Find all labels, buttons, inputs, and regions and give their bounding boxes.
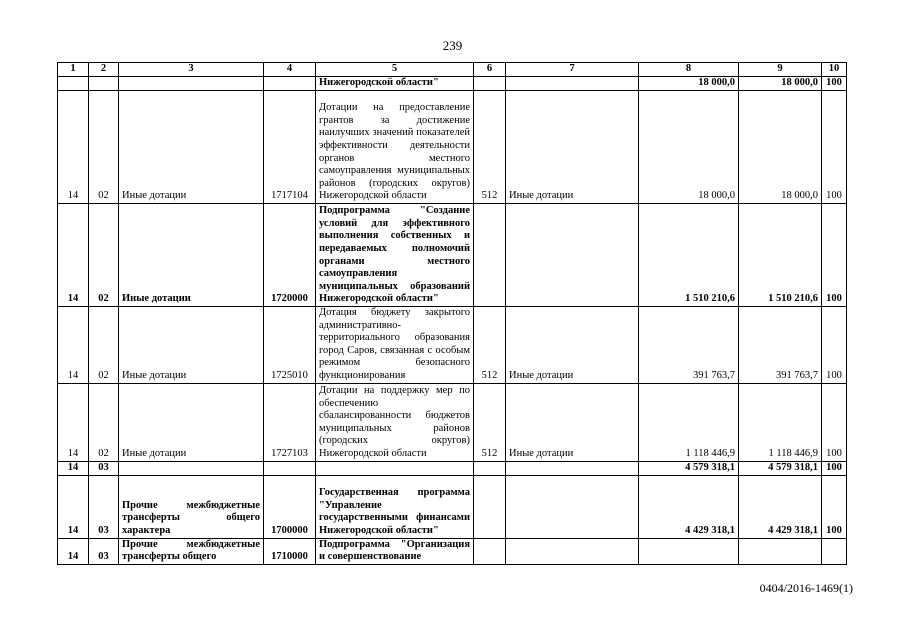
column-header: 6: [474, 63, 506, 77]
cell-expense-type: 512: [474, 307, 506, 384]
cell-section: 14: [58, 475, 89, 538]
cell-subsection: 02: [89, 383, 119, 461]
cell-subsection: 02: [89, 204, 119, 307]
cell-section: 14: [58, 307, 89, 384]
cell-amount-actual: 4 429 318,1: [739, 475, 822, 538]
header-row: [58, 63, 847, 77]
cell-section: 14: [58, 383, 89, 461]
cell-section: 14: [58, 461, 89, 475]
budget-table: [57, 62, 847, 565]
cell-target-code: 1727103: [264, 383, 316, 461]
column-header: 9: [739, 63, 822, 77]
cell-expense-type-name: Иные дотации: [506, 383, 639, 461]
cell-target-name: Подпрограмма "Организация и совершенствование: [316, 538, 474, 564]
cell-target-name: Государственная программа "Управление государственными финансами Нижегородской области": [316, 475, 474, 538]
column-header: 10: [822, 63, 847, 77]
table-row: [58, 475, 847, 538]
cell-target-name: Дотации на предоставление грантов за достижение наилучших значений показателей эффективности деятельности органов местного самоуправления муниципальных районов (городских округов) Нижегородской области: [316, 91, 474, 204]
cell-percent: 100: [822, 475, 847, 538]
cell-subsection: [89, 77, 119, 91]
cell-expense-type-name: [506, 204, 639, 307]
column-header: 4: [264, 63, 316, 77]
cell-subsection: 02: [89, 91, 119, 204]
cell-percent: 100: [822, 204, 847, 307]
cell-expense-type: 512: [474, 383, 506, 461]
cell-amount-plan: 391 763,7: [639, 307, 739, 384]
cell-amount-plan: 4 429 318,1: [639, 475, 739, 538]
cell-subsection: 03: [89, 538, 119, 564]
cell-amount-actual: 391 763,7: [739, 307, 822, 384]
table-row: [58, 91, 847, 204]
cell-target-name: [316, 461, 474, 475]
cell-section: [58, 77, 89, 91]
cell-target-name: Нижегородской области": [316, 77, 474, 91]
table-row: [58, 461, 847, 475]
cell-percent: 100: [822, 461, 847, 475]
cell-percent: 100: [822, 77, 847, 91]
table-row: [58, 383, 847, 461]
cell-target-code: 1710000: [264, 538, 316, 564]
cell-target-code: [264, 77, 316, 91]
cell-expense-type-name: [506, 461, 639, 475]
cell-percent: 100: [822, 383, 847, 461]
table-row: [58, 307, 847, 384]
cell-subsection-name: Иные дотации: [119, 307, 264, 384]
cell-amount-actual: 1 510 210,6: [739, 204, 822, 307]
cell-amount-plan: 18 000,0: [639, 91, 739, 204]
cell-subsection-name: Иные дотации: [119, 383, 264, 461]
cell-expense-type-name: [506, 538, 639, 564]
cell-target-code: 1717104: [264, 91, 316, 204]
cell-target-name: Подпрограмма "Создание условий для эффективного выполнения собственных и передаваемых полномочий органами местного самоуправления муниципальных образований Нижегородской области": [316, 204, 474, 307]
cell-amount-actual: [739, 538, 822, 564]
cell-section: 14: [58, 204, 89, 307]
cell-subsection: 03: [89, 475, 119, 538]
cell-target-code: [264, 461, 316, 475]
cell-amount-plan: 4 579 318,1: [639, 461, 739, 475]
cell-amount-actual: 4 579 318,1: [739, 461, 822, 475]
cell-amount-plan: 1 118 446,9: [639, 383, 739, 461]
page-number: 239: [442, 38, 463, 53]
cell-subsection-name: Иные дотации: [119, 204, 264, 307]
column-header: 2: [89, 63, 119, 77]
cell-subsection: 03: [89, 461, 119, 475]
document-code: 0404/2016-1469(1): [759, 581, 853, 595]
cell-expense-type-name: [506, 77, 639, 91]
cell-subsection-name: [119, 461, 264, 475]
cell-subsection-name: Прочие межбюджетные трансферты общего: [119, 538, 264, 564]
table-row: [58, 538, 847, 564]
cell-amount-plan: [639, 538, 739, 564]
cell-amount-actual: 18 000,0: [739, 77, 822, 91]
column-header: 5: [316, 63, 474, 77]
table-row: [58, 204, 847, 307]
table-row: [58, 77, 847, 91]
cell-expense-type: [474, 461, 506, 475]
cell-target-name: Дотация бюджету закрытого административно-территориального образования город Саров, связанная с особым режимом безопасного функционирования: [316, 307, 474, 384]
cell-target-code: 1725010: [264, 307, 316, 384]
cell-amount-actual: 18 000,0: [739, 91, 822, 204]
cell-percent: 100: [822, 307, 847, 384]
cell-expense-type: [474, 204, 506, 307]
cell-amount-plan: 18 000,0: [639, 77, 739, 91]
cell-expense-type: [474, 475, 506, 538]
cell-expense-type-name: Иные дотации: [506, 307, 639, 384]
cell-subsection-name: Прочие межбюджетные трансферты общего характера: [119, 475, 264, 538]
column-header: 8: [639, 63, 739, 77]
cell-target-name: Дотации на поддержку мер по обеспечению сбалансированности бюджетов муниципальных районов (городских округов) Нижегородской области: [316, 383, 474, 461]
cell-amount-plan: 1 510 210,6: [639, 204, 739, 307]
cell-expense-type-name: [506, 475, 639, 538]
cell-expense-type: [474, 77, 506, 91]
cell-expense-type: 512: [474, 91, 506, 204]
cell-subsection-name: Иные дотации: [119, 91, 264, 204]
cell-amount-actual: 1 118 446,9: [739, 383, 822, 461]
cell-target-code: 1720000: [264, 204, 316, 307]
column-header: 3: [119, 63, 264, 77]
cell-expense-type: [474, 538, 506, 564]
column-header: 7: [506, 63, 639, 77]
cell-section: 14: [58, 538, 89, 564]
cell-percent: [822, 538, 847, 564]
cell-expense-type-name: Иные дотации: [506, 91, 639, 204]
cell-target-code: 1700000: [264, 475, 316, 538]
column-header: 1: [58, 63, 89, 77]
cell-section: 14: [58, 91, 89, 204]
cell-subsection-name: [119, 77, 264, 91]
cell-percent: 100: [822, 91, 847, 204]
cell-subsection: 02: [89, 307, 119, 384]
